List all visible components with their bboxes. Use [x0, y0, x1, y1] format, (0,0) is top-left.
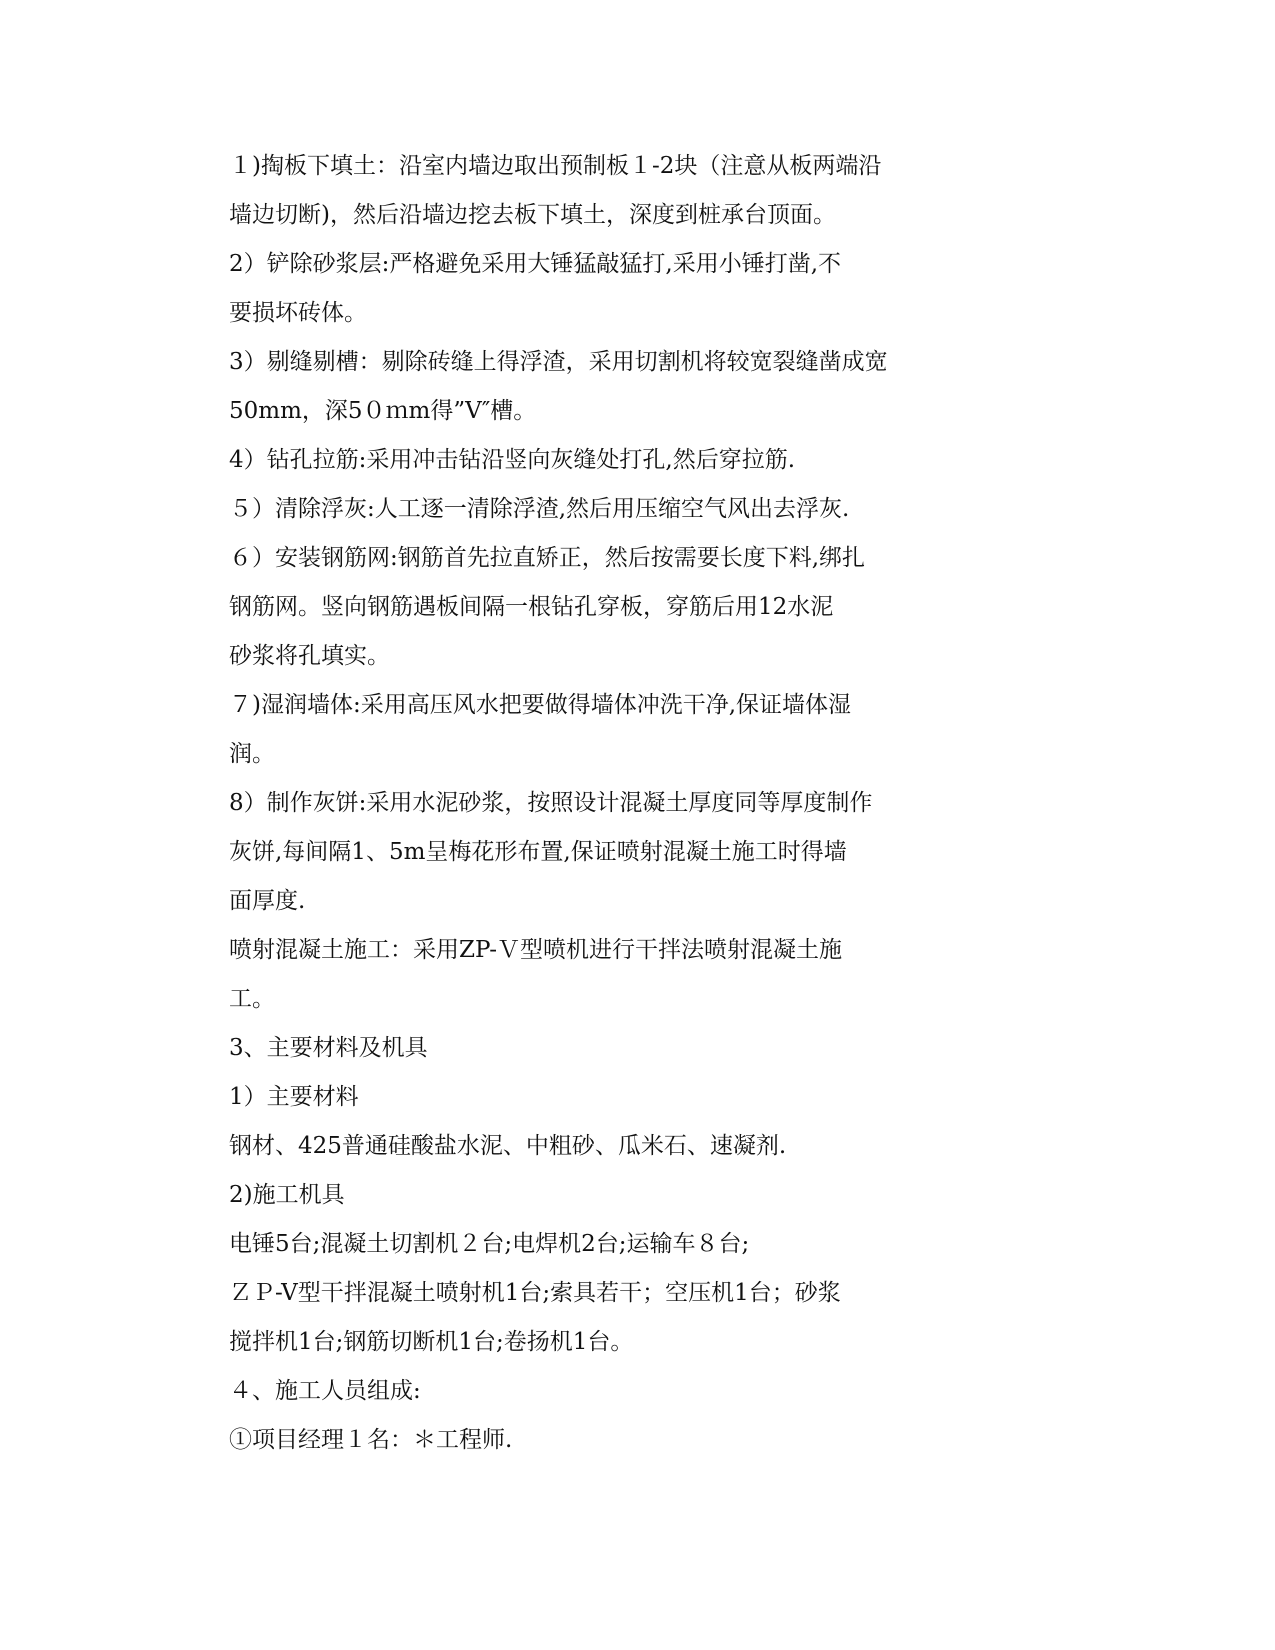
text-line: 2）铲除砂浆层:严格避免采用大锤猛敲猛打,采用小锤打凿,不	[229, 251, 842, 277]
subsection-heading: 2)施工机具	[229, 1182, 345, 1208]
text-line: 工。	[229, 986, 275, 1012]
text-line: 50mm，深5０ｍm得”V″槽。	[229, 398, 537, 424]
text-line: 润。	[229, 741, 275, 767]
text-line: ６）安装钢筋网:钢筋首先拉直矫正，然后按需要长度下料,绑扎	[229, 545, 866, 571]
text-line: 搅拌机1台;钢筋切断机1台;卷扬机1台。	[229, 1329, 634, 1355]
text-line: 钢材、425普通硅酸盐水泥、中粗砂、瓜米石、速凝剂.	[229, 1133, 787, 1159]
text-line: 钢筋网。竖向钢筋遇板间隔一根钻孔穿板，穿筋后用12水泥	[229, 594, 834, 620]
text-line: 喷射混凝土施工：采用ZP-Ｖ型喷机进行干拌法喷射混凝土施	[229, 937, 842, 963]
text-line: ①项目经理１名：＊工程师.	[229, 1427, 513, 1453]
section-heading: 3、主要材料及机具	[229, 1035, 428, 1061]
text-line: 电锤5台;混凝土切割机２台;电焊机2台;运输车８台;	[229, 1231, 750, 1257]
text-line: ５）清除浮灰:人工逐一清除浮渣,然后用压缩空气风出去浮灰.	[229, 496, 850, 522]
text-line: ７)湿润墙体:采用高压风水把要做得墙体冲洗干净,保证墙体湿	[229, 692, 852, 718]
text-line: 8）制作灰饼:采用水泥砂浆，按照设计混凝土厚度同等厚度制作	[229, 790, 873, 816]
text-line: 砂浆将孔填实。	[229, 643, 390, 669]
section-heading: ４、施工人员组成:	[229, 1378, 421, 1404]
text-line: １)掏板下填土：沿室内墙边取出预制板１-2块（注意从板两端沿	[229, 153, 882, 179]
text-line: 4）钻孔拉筋:采用冲击钻沿竖向灰缝处打孔,然后穿拉筋.	[229, 447, 796, 473]
text-line: 墙边切断)，然后沿墙边挖去板下填土，深度到桩承台顶面。	[229, 202, 836, 228]
document-body	[229, 149, 949, 1472]
text-line: 3）剔缝剔槽：剔除砖缝上得浮渣，采用切割机将较宽裂缝凿成宽	[229, 349, 888, 375]
text-line: 灰饼,每间隔1、5m呈梅花形布置,保证喷射混凝土施工时得墙	[229, 839, 847, 865]
text-line: ＺＰ-V型干拌混凝土喷射机1台;索具若干；空压机1台；砂浆	[229, 1280, 841, 1306]
text-line: 面厚度.	[229, 888, 306, 914]
subsection-heading: 1）主要材料	[229, 1084, 359, 1110]
text-line: 要损坏砖体。	[229, 300, 367, 326]
